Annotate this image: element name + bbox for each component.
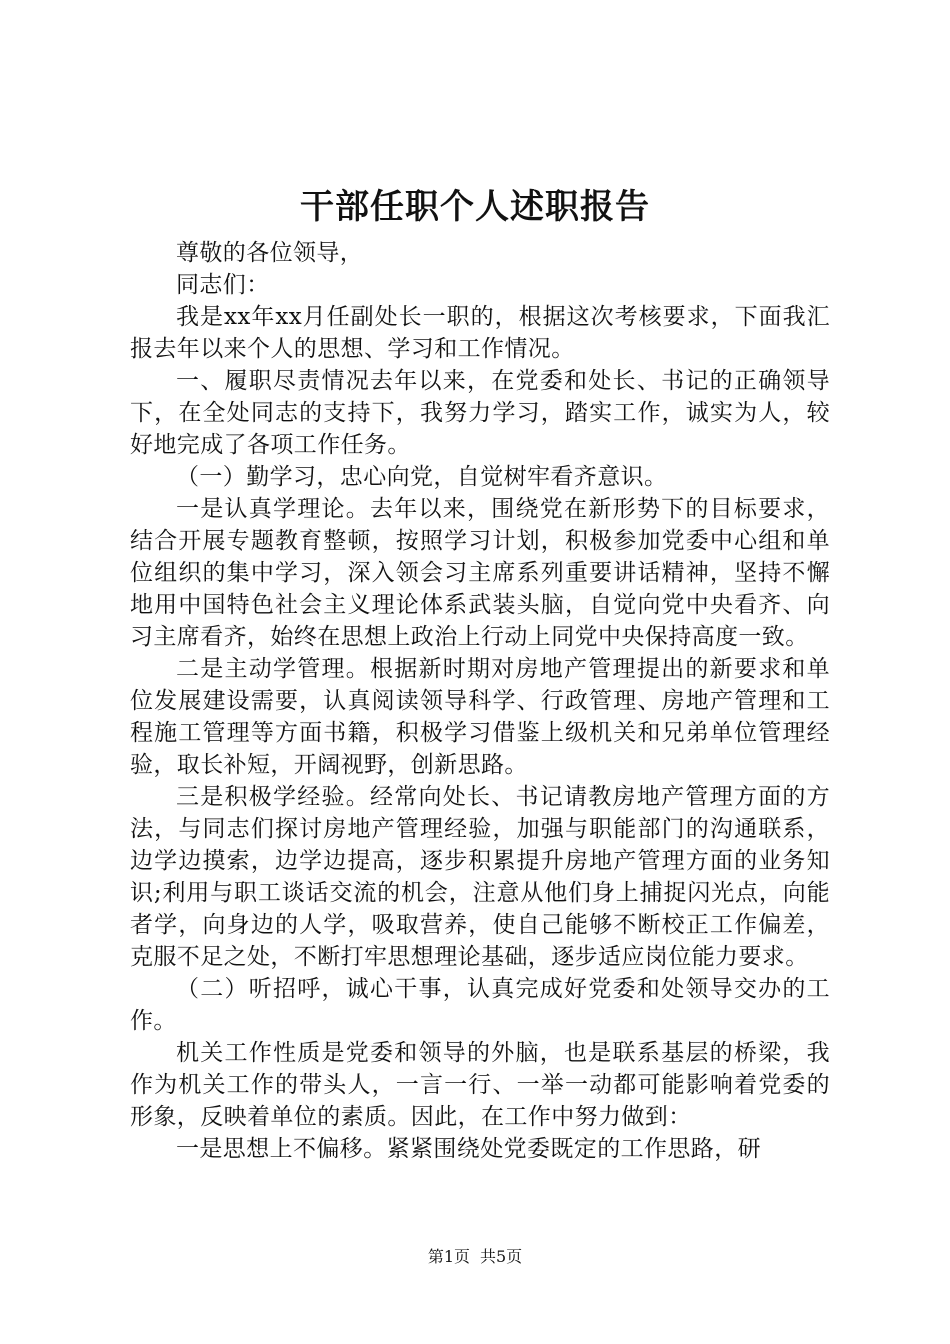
document-body	[130, 237, 830, 1165]
page-footer	[0, 1246, 950, 1268]
body-paragraph: 一、履职尽责情况去年以来，在党委和处长、书记的正确领导下，在全处同志的支持下，我努力学习，踏实工作，诚实为人，较好地完成了各项工作任务。	[130, 368, 830, 458]
salutation-line: 同志们：	[176, 272, 270, 298]
body-paragraph: 二是主动学管理。根据新时期对房地产管理提出的新要求和单位发展建设需要，认真阅读领导科学、行政管理、房地产管理和工程施工管理等方面书籍，积极学习借鉴上级机关和兄弟单位管理经验，取长补短，开阔视野，创新思路。	[130, 656, 830, 778]
section-heading: （二）听招呼，诚心干事，认真完成好党委和处领导交办的工作。	[130, 976, 830, 1034]
page-total: 共5页	[480, 1247, 523, 1266]
body-paragraph: 三是积极学经验。经常向处长、书记请教房地产管理方面的方法，与同志们探讨房地产管理经验，加强与职能部门的沟通联系，边学边摸索，边学边提高，逐步积累提升房地产管理方面的业务知识;利用与职工谈话交流的机会，注意从他们身上捕捉闪光点，向能者学，向身边的人学，吸取营养，使自己能够不断校正工作偏差，克服不足之处，不断打牢思想理论基础，逐步适应岗位能力要求。	[130, 784, 830, 970]
document-title: 干部任职个人述职报告	[300, 187, 650, 227]
body-paragraph: 一是思想上不偏移。紧紧围绕处党委既定的工作思路，研	[176, 1136, 761, 1162]
section-heading: （一）勤学习，忠心向党，自觉树牢看齐意识。	[176, 464, 668, 490]
page-number: 第1页	[427, 1247, 470, 1266]
body-paragraph: 机关工作性质是党委和领导的外脑，也是联系基层的桥梁，我作为机关工作的带头人，一言一行、一举一动都可能影响着党委的形象，反映着单位的素质。因此，在工作中努力做到：	[130, 1040, 830, 1130]
body-paragraph: 我是xx年xx月任副处长一职的，根据这次考核要求，下面我汇报去年以来个人的思想、学习和工作情况。	[130, 304, 830, 362]
salutation-line: 尊敬的各位领导，	[176, 240, 364, 266]
body-paragraph: 一是认真学理论。去年以来，围绕党在新形势下的目标要求，结合开展专题教育整顿，按照学习计划，积极参加党委中心组和单位组织的集中学习，深入领会习主席系列重要讲话精神，坚持不懈地用中国特色社会主义理论体系武装头脑，自觉向党中央看齐、向习主席看齐，始终在思想上政治上行动上同党中央保持高度一致。	[130, 496, 830, 650]
